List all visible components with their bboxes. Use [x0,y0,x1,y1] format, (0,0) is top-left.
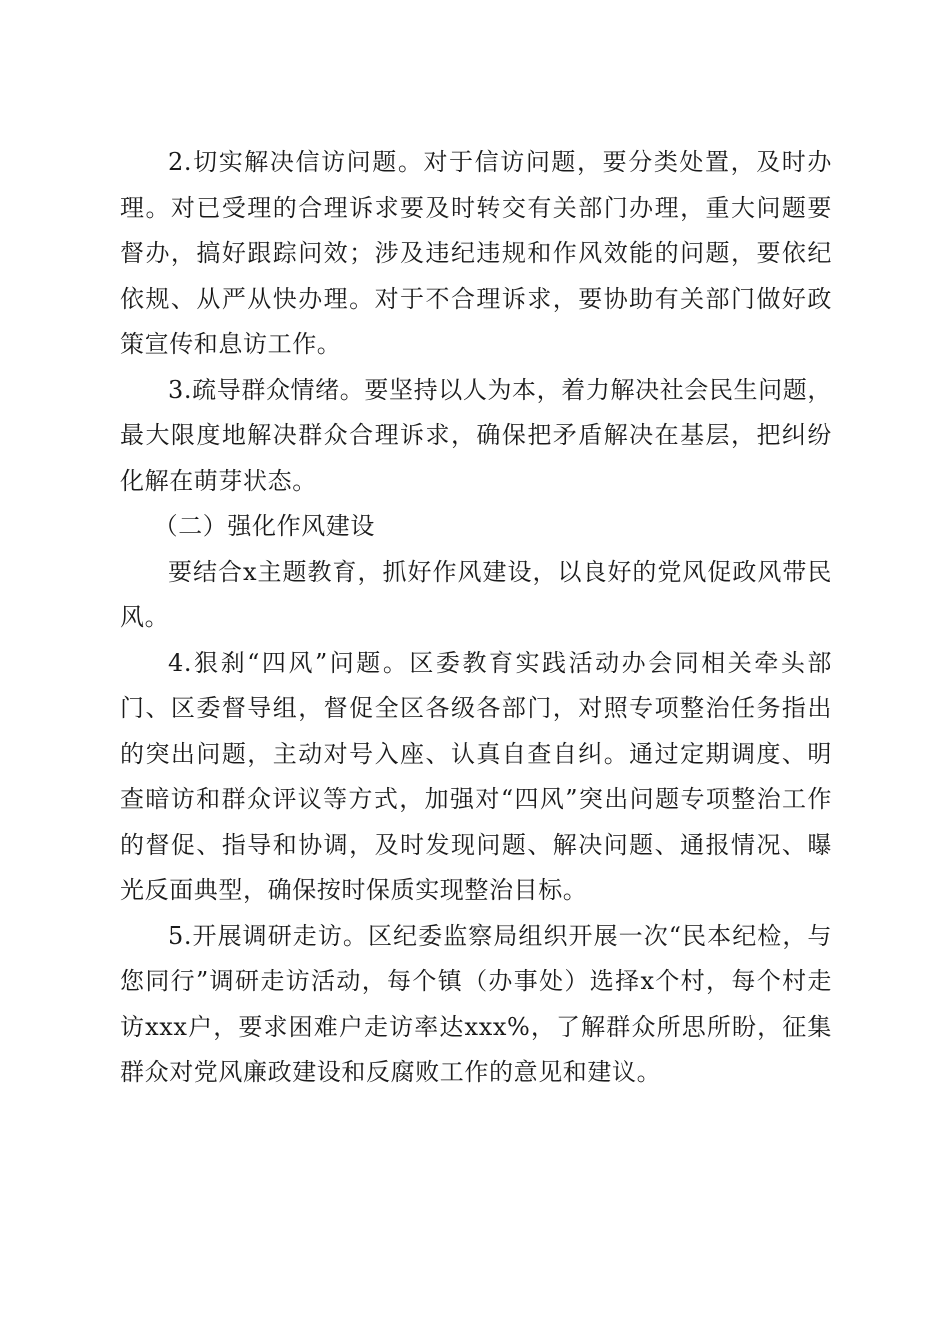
paragraph-item-5-visits: 5.开展调研走访。区纪委监察局组织开展一次“民本纪检，与您同行”调研走访活动，每个镇（办事处）选择x个村，每个村走访xxx户，要求困难户走访率达xxx%，了解群众所思所盼，征集群众对党风廉政建设和反腐败工作的意见和建议。 [120,921,832,1086]
paragraph-item-3-sentiment: 3.疏导群众情绪。要坚持以人为本，着力解决社会民生问题，最大限度地解决群众合理诉求，确保把矛盾解决在基层，把纠纷化解在萌芽状态。 [120,375,832,495]
paragraph-item-4-four-winds: 4.狠刹“四风”问题。区委教育实践活动办会同相关牵头部门、区委督导组，督促全区各级各部门，对照专项整治任务指出的突出问题，主动对号入座、认真自查自纠。通过定期调度、明查暗访和群众评议等方式，加强对“四风”突出问题专项整治工作的督促、指导和协调，及时发现问题、解决问题、通报情况、曝光反面典型，确保按时保质实现整治目标。 [120,648,832,904]
paragraph-item-2-petition: 2.切实解决信访问题。对于信访问题，要分类处置，及时办理。对已受理的合理诉求要及时转交有关部门办理，重大问题要督办，搞好跟踪问效；涉及违纪违规和作风效能的问题，要依纪依规、从严从快办理。对于不合理诉求，要协助有关部门做好政策宣传和息访工作。 [120,148,832,358]
paragraph-work-style-intro: 要结合x主题教育，抓好作风建设，以良好的党风促政风带民风。 [120,557,832,631]
section-heading-work-style: （二）强化作风建设 [153,512,375,540]
document-page [120,140,832,1096]
